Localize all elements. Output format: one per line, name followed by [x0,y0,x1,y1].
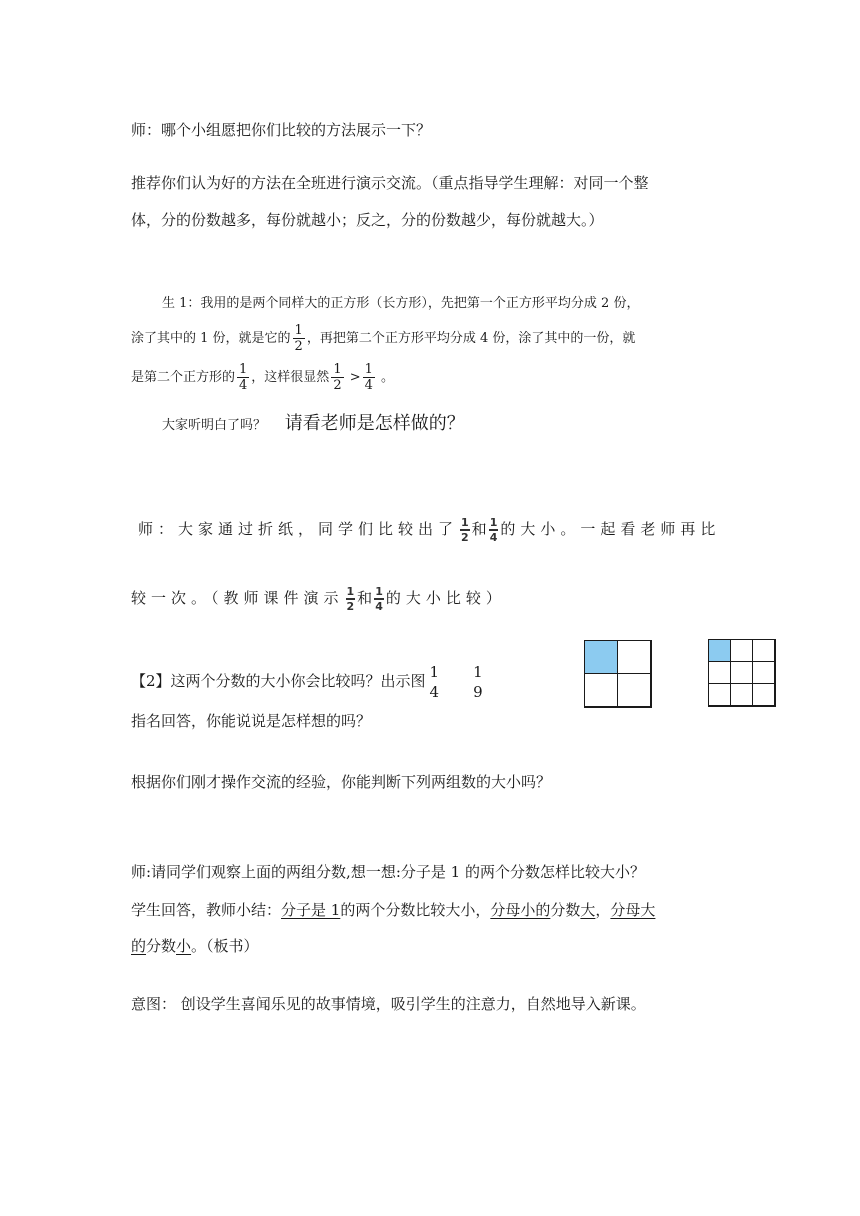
grid-cell [617,673,651,707]
teacher-text: 师：大家通过折纸，同学们比较出了 [138,520,459,538]
shaded-cell [584,640,618,674]
fraction-one-quarter: 1 4 [429,663,440,701]
teacher-observe: 师:请同学们观察上面的两组分数,想一想:分子是 1 的两个分数怎样比较大小？ [131,863,645,881]
summary-line-2 [131,936,259,956]
ninth-grid-figure [708,639,776,707]
teacher-text: 的大小比较） [385,589,506,607]
fraction-one-quarter: $\frac{1}{4}$ [375,585,383,613]
fraction-one-half: $\frac{1}{2}$ [461,516,469,544]
grid-cell [752,661,775,684]
ask-line [162,414,465,436]
grid-cell [708,683,731,706]
summary-underlined: 分母大 [610,901,656,919]
summary-text: ， [595,901,611,919]
teacher-text: 和 [471,520,487,538]
fraction-one-quarter: $\frac{1}{4}$ [239,362,248,393]
summary-underlined: 小 [176,937,192,955]
grid-cell [584,673,618,707]
ask-understood: 大家听明白了吗？ [162,418,267,433]
grid-cell [708,661,731,684]
question-2-line [131,659,487,703]
question-2-text: 【2】这两个分数的大小你会比较吗？出示图 [131,672,426,690]
grid-cell [752,683,775,706]
grid-cell [617,640,651,674]
summary-line-1 [131,900,655,920]
recommend-line-2: 体，分的份数越多，每份就越小；反之，分的份数越少，每份就越大。） [131,211,604,229]
teacher-folding-line-1 [138,514,720,544]
answer-text: 涂了其中的 1 份，就是它的 [131,331,291,346]
recommend-line-1: 推荐你们认为好的方法在全班进行演示交流。（重点指导学生理解：对同一个整 [131,174,649,192]
answer-text: ，这样很显然 [251,370,330,385]
fraction-one-quarter: $\frac{1}{4}$ [364,362,373,393]
ask-watch-teacher: 请看老师是怎样做的？ [284,413,465,434]
summary-underlined: 分子是 1 [281,901,341,919]
summary-text: 分数 [146,937,177,955]
summary-text: 的两个分数比较大小， [340,901,491,919]
shaded-cell [708,639,731,662]
question-2-judge: 根据你们刚才操作交流的经验，你能判断下列两组数的大小吗？ [131,773,552,791]
summary-text: 。（板书） [191,937,259,955]
grid-cell [730,639,753,662]
grid-cell [730,661,753,684]
fraction-one-half: $\frac{1}{2}$ [346,585,355,613]
teacher-text: 的大小。一起看老师再比 [500,520,721,538]
teacher-text: 较一次。（教师课件演示 [131,589,344,607]
intent-line: 意图： 创设学生喜闻乐见的故事情境，吸引学生的注意力，自然地导入新课。 [131,995,646,1013]
answer-text: ，再把第二个正方形平均分成 4 份，涂了其中的一份，就 [306,331,636,346]
quarter-grid-figure [584,640,652,708]
summary-text: 分数 [550,901,581,919]
greater-than-sign: > [345,370,361,385]
teacher-question: 师：哪个小组愿把你们比较的方法展示一下？ [131,121,432,139]
answer-text: 。 [376,370,395,385]
teacher-text: 和 [357,589,373,607]
student-answer-line-2 [131,322,635,356]
grid-cell [752,639,775,662]
grid-cell [730,683,753,706]
summary-text: 学生回答，教师小结： [131,901,282,919]
summary-underlined: 大 [580,901,596,919]
fraction-one-ninth: 1 9 [473,663,483,701]
teacher-folding-line-2 [131,583,506,613]
question-2-followup: 指名回答，你能说说是怎样想的吗？ [131,712,372,730]
fraction-one-quarter: $\frac{1}{4}$ [489,516,498,544]
answer-text: 是第二个正方形的 [131,370,236,385]
student-answer-line-3 [131,361,394,395]
fraction-one-half: $\frac{1}{2}$ [333,362,342,393]
summary-underlined: 分母小的 [490,901,551,919]
fraction-one-half: $\frac{1}{2}$ [294,323,303,354]
summary-underlined: 的 [131,937,147,955]
student-answer-line-1: 生 1：我用的是两个同样大的正方形（长方形），先把第一个正方形平均分成 2 份， [162,296,640,311]
